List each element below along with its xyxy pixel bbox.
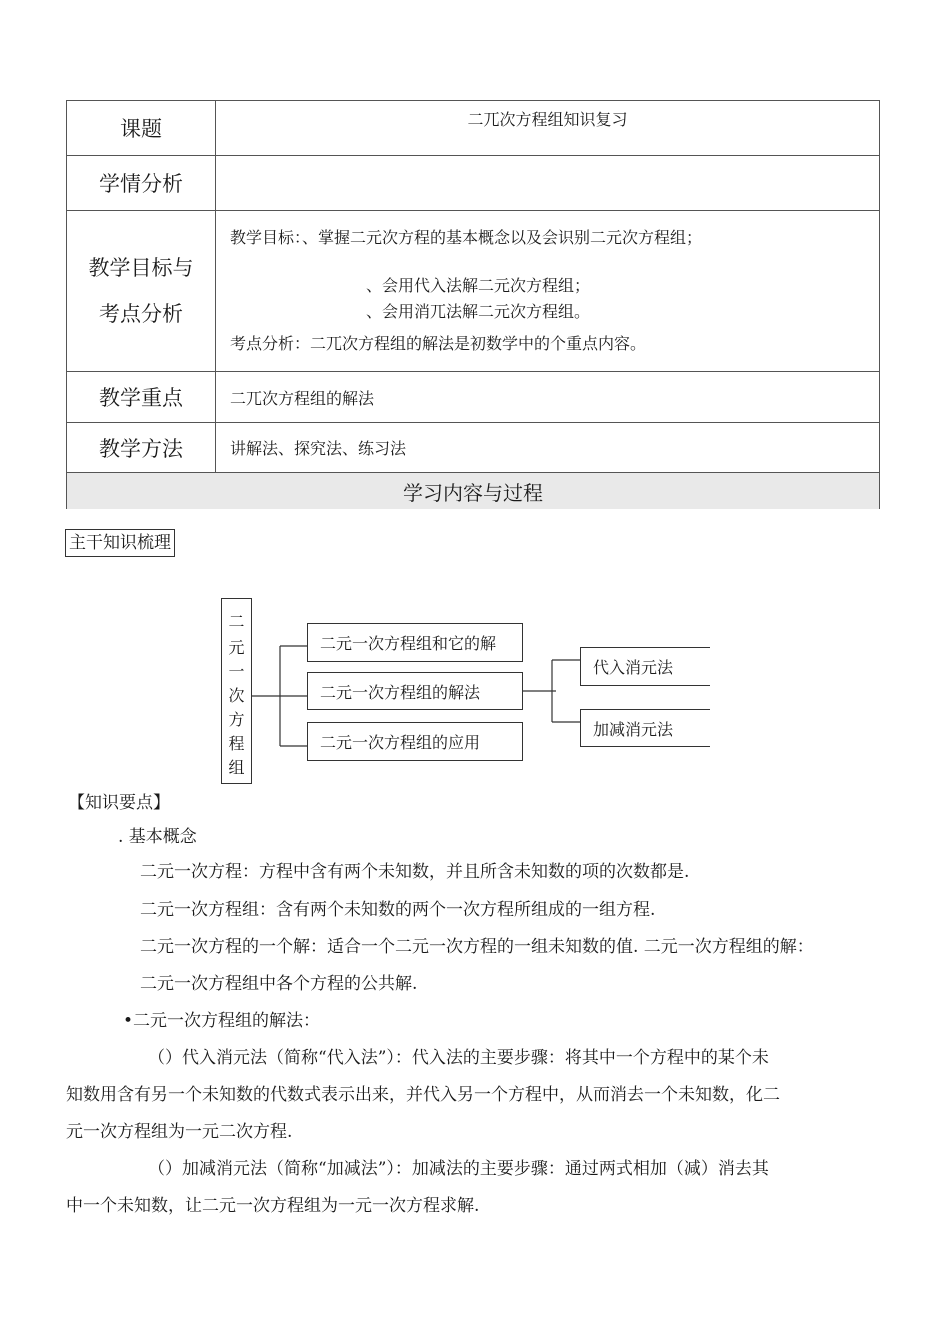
root-char-2: 元 xyxy=(228,638,245,657)
solve-heading: •二元一次方程组的解法： xyxy=(123,1011,321,1031)
diagram-branch-2: 二元一次方程组的解法 xyxy=(307,672,523,710)
root-char-3: 一 xyxy=(228,662,245,681)
key-value: 二兀次方程组的解法 xyxy=(216,372,880,423)
points-heading: 【知识要点】 xyxy=(68,793,170,813)
root-char-1: 二 xyxy=(228,612,245,631)
method-value: 讲解法、探究法、练习法 xyxy=(216,423,880,473)
diagram-method-2: 加减消元法 xyxy=(580,709,710,747)
process-header: 学习内容与过程 xyxy=(67,473,880,510)
analysis-label: 学情分析 xyxy=(67,156,216,211)
root-char-6: 程 xyxy=(228,734,245,753)
goal-line-1: 教学目标：、掌握二元次方程的基本概念以及会识别二元次方程组； xyxy=(230,228,703,247)
key-label: 教学重点 xyxy=(67,372,216,423)
root-char-5: 方 xyxy=(228,710,245,729)
topic-value: 二兀次方程组知识复习 xyxy=(216,101,880,156)
diagram-branch-1: 二元一次方程组和它的解 xyxy=(307,623,523,662)
basic-heading: . 基本概念 xyxy=(118,827,197,847)
goals-label-line-2: 考点分析 xyxy=(99,302,183,326)
root-char-4: 次 xyxy=(228,686,245,705)
definition-1: 二元一次方程：方程中含有两个未知数，并且所含未知数的项的次数都是. xyxy=(140,862,690,882)
method-label: 教学方法 xyxy=(67,423,216,473)
goal-line-3: 、会用消兀法解二元次方程组。 xyxy=(366,302,591,321)
topic-label: 课题 xyxy=(67,101,216,156)
definition-4: 二元一次方程组中各个方程的公共解. xyxy=(140,974,418,994)
diagram-branch-3: 二元一次方程组的应用 xyxy=(307,722,523,761)
root-char-7: 组 xyxy=(228,758,245,777)
sub-1-line-3: 元一次方程组为一元二次方程. xyxy=(66,1122,293,1142)
diagram-method-1: 代入消元法 xyxy=(580,647,710,686)
exam-point-line: 考点分析：二兀次方程组的解法是初数学中的个重点内容。 xyxy=(230,334,647,353)
sub-1-line-1: （）代入消元法（简称“代入法”）：代入法的主要步骤：将其中一个方程中的某个未 xyxy=(148,1048,769,1068)
sub-1-line-2: 知数用含有另一个未知数的代数式表示出来，并代入另一个方程中，从而消去一个未知数，化二 xyxy=(66,1085,780,1105)
definition-2: 二元一次方程组：含有两个未知数的两个一次方程所组成的一组方程. xyxy=(140,900,656,920)
sub-2-line-2: 中一个未知数，让二元一次方程组为一元一次方程求解. xyxy=(66,1196,480,1216)
definition-3: 二元一次方程的一个解：适合一个二元一次方程的一组未知数的值. 二元一次方程组的解： xyxy=(140,937,814,957)
sub-2-line-1: （）加减消元法（简称“加减法”）：加减法的主要步骤：通过两式相加（减）消去其 xyxy=(148,1159,769,1179)
goals-label-line-1: 教学目标与 xyxy=(88,256,194,280)
goal-line-2: 、会用代入法解二元次方程组； xyxy=(366,276,591,295)
section-title: 主干知识梳理 xyxy=(65,529,175,557)
